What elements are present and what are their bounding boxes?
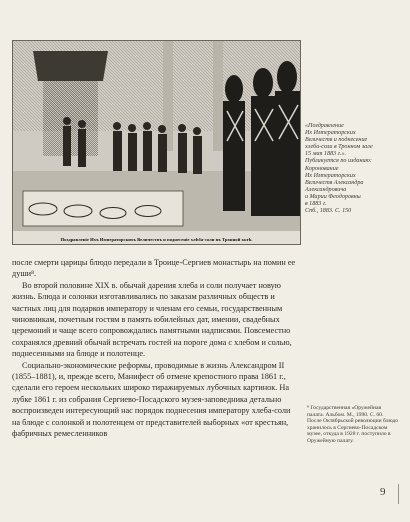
footnote: ⁸ Государственная «Оружейная палата. Альбом. М., 1990. С. 60. После Октябрьской революции блюдо хранилось в Сергиево-Посадском музее, откуда в 1928 г. поступило в Оружейную палату.: [307, 405, 399, 444]
body-text: [12, 257, 300, 440]
caption-line: «Поздравление: [305, 123, 344, 129]
caption-line: Александровича: [305, 186, 347, 193]
caption-line: хлеба-соли в Тронном зале: [305, 144, 373, 151]
caption-line: Публикуется по изданию:: [305, 158, 372, 165]
illustration-caption: [305, 123, 401, 215]
caption-line: Их Императорских: [305, 130, 356, 137]
engraving-image: [13, 41, 300, 244]
engraving-illustration: [12, 40, 301, 245]
engraving-caption: Поздравленіе Ихъ Императорскихъ Величествъ и поднесеніе хлѣба-соли въ Тронной залѣ.: [60, 237, 253, 242]
caption-line: в 1883 г.: [305, 201, 327, 208]
paragraph: Во второй половине XIX в. обычай дарения хлеба и соли получает новую жизнь. Блюда и солонки изготавливались по заказам различных обществ и частных лиц для подарков императору и членам его семьи, государственным чиновникам, почетным гостям в память юбилейных дат, имении, свадебных церемоний и чаще всего сопровождались памятными надписями. Повсеместно сохранялся древний обычай встречать гостей на пороге дома с хлебом и солью, поднесенными на блюде и полотенце.: [12, 280, 292, 359]
page-number: 9: [380, 486, 386, 498]
caption-line: 15 мая 1883 г.».: [305, 151, 347, 158]
paragraph: Социально-экономические реформы, проводимые в жизнь Александром II (1855–1881), и, прежде всего, Манифест об отмене крепостного права 1861 г., сделали его героем нескольких широко тиражируемых лубочных картинок. На лубке 1861 г. из собрания Сергиево-Посадского музея-заповедника детально воспроизведен интересующий нас порядок поднесения императору хлеба-соли на блюде с солонкой и полотенцем от представителей выборных «от крестьян, фабричных ремесленников: [12, 360, 291, 439]
caption-line: Коронование: [305, 165, 339, 172]
caption-line: Величеств и поднесение: [305, 137, 368, 144]
caption-line: Их Императорских: [305, 172, 356, 179]
caption-line: и Марии Феодоровны: [305, 193, 361, 200]
page-edge-rule: [398, 484, 399, 504]
caption-line: Величеств Александра: [305, 179, 364, 186]
paragraph: после смерти царицы блюдо передали в Троице-Сергиев монастырь на помин ее души⁸.: [12, 258, 296, 279]
caption-line: Спб., 1883. С. 150: [305, 208, 352, 215]
